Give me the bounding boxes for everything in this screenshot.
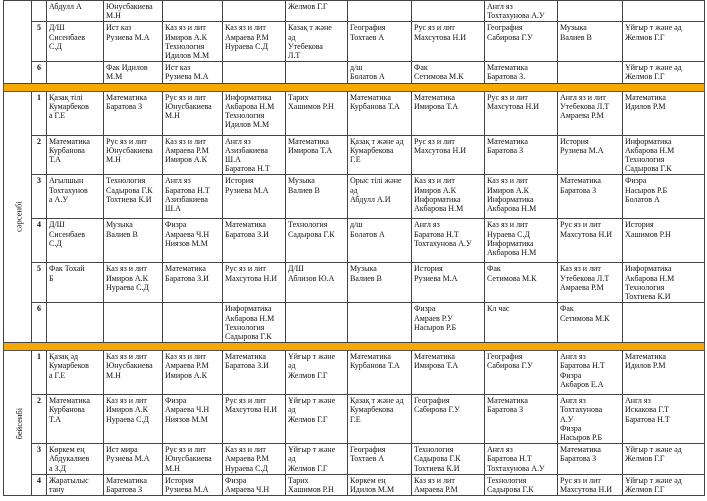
lesson-cell [623,1,705,22]
lesson-cell: Қазақ әд Кумарбеков а Г.Е [47,351,104,395]
day-label-cell [4,351,32,496]
timetable-table [3,0,705,496]
table-row [4,474,705,495]
lesson-cell: Фак Сетимова М.К [485,263,558,303]
lesson-cell: Технология Садырова Г.К Тохтиева К.И [104,175,163,219]
lesson-cell: Ист каз Рузиева М.А [104,22,163,62]
lesson-number: 5 [32,22,47,62]
lesson-cell: География Сабирова Г.У [485,22,558,62]
lesson-cell: Музыка Валиев В [558,22,623,62]
day-label-cell [4,91,32,343]
lesson-cell: География Тохтаев А [348,22,412,62]
table-row [4,444,705,475]
day-label: бейсенбі [14,407,25,439]
lesson-cell: Қазақ т және әд Кумарбекова Г.Е [348,135,412,175]
lesson-cell: Каз яз и лит Имиров А.К Нураева С.Д [104,395,163,444]
lesson-cell: Англ яз Баратова Н.Т Тохтахунова А.У [485,444,558,475]
lesson-cell: Англ яз Баратова Н.Т Азизбакиева Ш.А [163,175,223,219]
lesson-cell: Математика Баратова З.И [223,219,286,263]
lesson-cell: Каз яз и лит Амраева Р.М Нураева С.Д [223,22,286,62]
lesson-cell: Рус яз и лит Юнусбакиева М.Н [163,91,223,135]
lesson-cell: Математика Курбанова Т.А [348,91,412,135]
lesson-cell: Математика Курбанова Т.А [348,351,412,395]
day-label-cell [4,1,32,84]
lesson-cell: Математика Баратова З.И [223,351,286,395]
lesson-cell: Каз яз и лит Имиров А.К Технология Идилов М.М [163,22,223,62]
lesson-cell: Казақ т және әд Утебекова Л.Т [286,22,348,62]
lesson-cell: История Рузиева М.А [558,135,623,175]
lesson-cell: История Рузиева М.А [412,263,485,303]
lesson-cell: Физра Амраева Ч.Н [223,474,286,495]
lesson-cell: Фак Сетимова М.К [558,303,623,343]
lesson-cell: Математика Имирова Т.А [412,91,485,135]
lesson-cell [163,303,223,343]
lesson-cell: Физра Амраев Р.У Насыров Р.Б [412,303,485,343]
lesson-cell: Физра Амраева Ч.Н Ниязов М.М [163,219,223,263]
lesson-number: 1 [32,91,47,135]
lesson-cell: Информатика Акбарова Н.М Технология Садырова Г.К [223,303,286,343]
lesson-cell [558,1,623,22]
lesson-cell: Физра Амраева Ч.Н Ниязов М.М [163,395,223,444]
lesson-cell: Технология Садырова Г.К [485,474,558,495]
lesson-cell: Математика Баратова З [104,474,163,495]
lesson-cell: Каз яз и лит Амраева Р.М Нураева С.Д [223,444,286,475]
lesson-cell: Математика Баратова З. [485,62,558,83]
lesson-cell: Абдулл А [47,1,104,22]
lesson-cell [47,303,104,343]
table-row [4,303,705,343]
lesson-cell: Каз яз и лит Имиров А.К Информатика Акбарова Н.М [485,175,558,219]
lesson-cell: Тарих Хашимов Р.Н [286,91,348,135]
day-separator-bar [4,343,705,351]
table-row [4,263,705,303]
lesson-cell: Англ яз Тохтахунова А.У [485,1,558,22]
lesson-cell: Д/Ш Сисенбаев С.Д [47,22,104,62]
day-label: сәрсенбі [13,201,24,233]
lesson-cell: Рус яз и лит Махсутова Н.И [485,91,558,135]
lesson-cell: Фак Идилов М.М [104,62,163,83]
lesson-cell: Математика Курбанова Т.А [47,135,104,175]
lesson-cell: Англ яз Искакова Г.Т Баратова Н.Т [623,395,705,444]
lesson-cell: Каз яз и лит Имиров А.К Нураева С.Д [104,263,163,303]
lesson-cell [47,62,104,83]
lesson-number: 4 [32,219,47,263]
day-separator [4,83,705,91]
lesson-cell: Ағылшын Тохтахунов а А.У [47,175,104,219]
lesson-cell [286,303,348,343]
table-row [4,91,705,135]
lesson-cell: Қазақ т және әд Кумарбекова Г.Е [348,395,412,444]
lesson-cell: Ұйғыр т және әд Желмов Г.Г [286,444,348,475]
lesson-cell: История Хашимов Р.Н [623,219,705,263]
lesson-cell: Математика Баратова З [558,175,623,219]
lesson-cell: Каз яз и лит Амраева Р.М [412,474,485,495]
lesson-cell [223,1,286,22]
lesson-cell: Рус яз и лит Махсутова Н.И [412,135,485,175]
lesson-cell [286,62,348,83]
table-row [4,135,705,175]
lesson-cell: Көркем ең Абдукалиев а З.Д [47,444,104,475]
lesson-cell [348,1,412,22]
lesson-cell: Математика Идилов Р.М [623,351,705,395]
lesson-cell [104,303,163,343]
table-row [4,62,705,83]
lesson-cell: География Тохтаев А [348,444,412,475]
lesson-cell [623,303,705,343]
lesson-cell: Математика Баратова З [104,91,163,135]
lesson-cell: Англ яз Тохтахунова А.У Физра Насыров Р.Б [558,395,623,444]
lesson-cell: Математика Курбанова Т.А [47,395,104,444]
lesson-cell: Каз яз и лит Имиров А.К Информатика Акбарова Н.М [412,175,485,219]
day-separator [4,343,705,351]
lesson-cell [163,1,223,22]
lesson-cell: Ұйғыр т және әд Желмов Г.Г [623,22,705,62]
lesson-number: 2 [32,135,47,175]
lesson-number: 5 [32,263,47,303]
lesson-cell: Технология Садырова Г.К Тохтиева К.И [412,444,485,475]
lesson-cell: Информатика Акбарова Н.М Технология Тохтиева К.И [623,263,705,303]
lesson-cell: Қазақ тілі Кумарбеков а Г.Е [47,91,104,135]
lesson-cell: Информатика Акбарова Н.М Технология Садырова Г.К [623,135,705,175]
lesson-cell: Д/Ш Аблизов Ю.А [286,263,348,303]
lesson-cell: Музыка Валиев В [104,219,163,263]
table-row [4,1,705,22]
lesson-cell: Каз яз и лит Нураева С.Д Информатика Акбарова Н.М [485,219,558,263]
lesson-cell: Математика Имирова Т.А [412,351,485,395]
lesson-cell: Каз яз и лит Амраева Р.М Имиров А.К [163,135,223,175]
lesson-number: 3 [32,444,47,475]
lesson-cell: Технология Садырова Г.К [286,219,348,263]
lesson-cell: Ұйғыр т және әд Желмов Г.Г [286,395,348,444]
lesson-cell: История Рузиева М.А [163,474,223,495]
lesson-cell: Математика Баратова З [485,135,558,175]
lesson-cell [412,1,485,22]
lesson-number: 1 [32,351,47,395]
lesson-cell: Фак Тохай Б [47,263,104,303]
lesson-cell: Англ яз Баратова Н.Т Тохтахунова А.У [412,219,485,263]
lesson-cell: Музыка Валиев В [348,263,412,303]
table-row [4,22,705,62]
lesson-number [32,1,47,22]
lesson-cell: Математика Идилов Р.М [623,91,705,135]
lesson-cell: Математика Баратова З [485,395,558,444]
lesson-cell: д/ш Болатов А [348,219,412,263]
lesson-cell: Математика Имирова Т.А [286,135,348,175]
lesson-cell: Жаратылыс тану [47,474,104,495]
lesson-cell: Рус яз и лит Махсутова Н.И [412,22,485,62]
lesson-cell: Ист каз Рузиева М.А [163,62,223,83]
lesson-cell: Англ яз и лит Утебекова Л.Т Амраева Р.М [558,91,623,135]
table-row [4,175,705,219]
lesson-cell: Рус яз и лит Махсутова Н.И [558,474,623,495]
table-row [4,219,705,263]
lesson-number: 6 [32,303,47,343]
lesson-cell: Англ яз Азизбакиева Ш.А Баратова Н.Т [223,135,286,175]
lesson-cell: Ист мира Рузиева М.А [104,444,163,475]
timetable-sheet [3,0,704,501]
table-row [4,395,705,444]
lesson-number: 2 [32,395,47,444]
lesson-cell: Каз яз и лит Амраева Р.М Имиров А.К [163,351,223,395]
lesson-cell: Ұйғыр т және әд Желмов Г.Г [286,351,348,395]
lesson-cell: д/ш Болатов А [348,62,412,83]
lesson-cell: Желмов Г.Г [286,1,348,22]
lesson-number: 4 [32,474,47,495]
lesson-cell: Каз яз и лит Утебекова Л.Т Амраева Р.М [558,263,623,303]
lesson-cell: Ұйғыр т және әд Желмов Г.Г [623,474,705,495]
lesson-cell: История Рузиева М.А [223,175,286,219]
lesson-cell [223,62,286,83]
lesson-number: 6 [32,62,47,83]
lesson-cell: Каз яз и лит Юнусбакиева М.Н [104,351,163,395]
lesson-number: 3 [32,175,47,219]
lesson-cell: Юнусбакиева М.Н [104,1,163,22]
lesson-cell: Рус яз и лит Юнусбакиева М.Н [163,444,223,475]
lesson-cell: Рус яз и лит Юнусбакиева М.Н [104,135,163,175]
lesson-cell: Көркем ең Идилов М.М [348,474,412,495]
lesson-cell: География Сабирова Г.У [485,351,558,395]
lesson-cell: Англ яз Баратова Н.Т Физра Акбаров Е.А [558,351,623,395]
lesson-cell: Кл час [485,303,558,343]
lesson-cell: Физра Насыров Р.Б Болатов А [623,175,705,219]
lesson-cell [348,303,412,343]
lesson-cell: Ұйғыр т және әд Желмов Г.Г [623,62,705,83]
lesson-cell: Рус яз и лит Махсутова Н.И [223,395,286,444]
lesson-cell: Информатика Акбарова Н.М Технология Идилов М.М [223,91,286,135]
lesson-cell: Орыс тілі және әд Абдулл А.И [348,175,412,219]
lesson-cell: Фак Сетимова М.К [412,62,485,83]
lesson-cell: Рус яз и лит Махсутова Н.И [223,263,286,303]
lesson-cell [558,62,623,83]
day-separator-bar [4,83,705,91]
lesson-cell: Ұйғыр т және әд Желмов Г.Г [623,444,705,475]
lesson-cell: Тарих Хашимов Р.Н [286,474,348,495]
lesson-cell: Рус яз и лит Махсутова Н.И [558,219,623,263]
lesson-cell: Математика Баратова З.И [163,263,223,303]
table-row [4,351,705,395]
lesson-cell: Музыка Валиев В [286,175,348,219]
lesson-cell: География Сабирова Г.У [412,395,485,444]
lesson-cell: Математика Баратова З [558,444,623,475]
lesson-cell: Д/Ш Сисенбаев С.Д [47,219,104,263]
